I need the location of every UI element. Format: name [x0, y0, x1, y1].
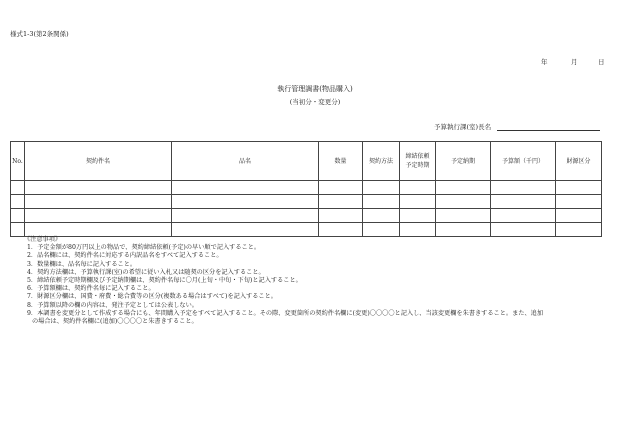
table-cell[interactable]: [11, 209, 25, 223]
notes-heading: 《注意事項》: [24, 236, 62, 243]
table-cell[interactable]: [436, 195, 491, 209]
note-item: 3．数量欄は、品名毎に記入すること。: [27, 260, 137, 268]
date-day: 日: [598, 58, 605, 66]
header-budget: 予算額（千円）: [491, 142, 556, 181]
note-item: 4．契約方法欄は、予算執行課(室)の希望に従い入札又は随契の区分を記入すること。: [27, 268, 265, 276]
header-contract-method: 契約方法: [363, 142, 400, 181]
department-head-label: 予算執行課(室)長名: [434, 123, 492, 131]
table-cell[interactable]: [363, 209, 400, 223]
note-item-continuation: の場合は、契約件名欄に(追加)〇〇〇〇と朱書きすること。: [32, 318, 198, 326]
table-row: [11, 223, 602, 237]
table-cell[interactable]: [319, 181, 363, 195]
header-funding-source: 財源区分: [556, 142, 602, 181]
table-cell[interactable]: [400, 195, 436, 209]
table-row: [11, 209, 602, 223]
table-cell[interactable]: [25, 195, 172, 209]
table-cell[interactable]: [556, 209, 602, 223]
table-cell[interactable]: [363, 195, 400, 209]
table-cell[interactable]: [172, 195, 319, 209]
table-row: [11, 181, 602, 195]
table-cell[interactable]: [172, 223, 319, 237]
table-row: [11, 195, 602, 209]
table-cell[interactable]: [556, 195, 602, 209]
form-number: 様式1-3(第2条関係): [10, 30, 69, 38]
table-cell[interactable]: [11, 195, 25, 209]
table-cell[interactable]: [25, 223, 172, 237]
table-cell[interactable]: [556, 181, 602, 195]
note-item: 8．予算額以降の欄の内容は、発注予定としては公表しない。: [27, 301, 198, 309]
table-cell[interactable]: [319, 195, 363, 209]
table-cell[interactable]: [491, 209, 556, 223]
date-year: 年: [541, 58, 548, 66]
table-cell[interactable]: [25, 209, 172, 223]
table-cell[interactable]: [172, 181, 319, 195]
note-item: 5．締結依頼予定時期欄及び予定納期欄は、契約件名毎に〇月(上旬・中旬・下旬)と記入すること。: [27, 277, 302, 285]
management-table: [10, 141, 602, 237]
table-cell[interactable]: [491, 223, 556, 237]
table-cell[interactable]: [319, 209, 363, 223]
document-title: 執行管理調書(物品購入): [277, 85, 353, 93]
table-header-row: [11, 142, 602, 181]
table-cell[interactable]: [436, 209, 491, 223]
table-cell[interactable]: [556, 223, 602, 237]
header-quantity: 数量: [319, 142, 363, 181]
note-item: 2．品名欄には、契約件名に対応する内訳品名をすべて記入すること。: [27, 252, 223, 260]
table-cell[interactable]: [436, 223, 491, 237]
table-cell[interactable]: [363, 181, 400, 195]
date-month: 月: [571, 58, 578, 66]
header-no: No.: [11, 142, 25, 181]
signature-line: [497, 130, 600, 131]
table-cell[interactable]: [11, 181, 25, 195]
table-cell[interactable]: [172, 209, 319, 223]
header-contract-name: 契約件名: [25, 142, 172, 181]
note-item: 6．予算額欄は、契約件名毎に記入すること。: [27, 285, 155, 293]
header-delivery-date: 予定納期: [436, 142, 491, 181]
note-item: 1．予定金額が80万円以上の物品で、契約締結依頼(予定)の早い順で記入すること。: [27, 244, 261, 252]
table-cell[interactable]: [400, 223, 436, 237]
header-request-timing: 締結依頼 予定時期: [400, 142, 436, 181]
table-cell[interactable]: [491, 195, 556, 209]
table-cell[interactable]: [400, 209, 436, 223]
header-item-name: 品名: [172, 142, 319, 181]
table-cell[interactable]: [11, 223, 25, 237]
note-item: 9．本調書を変更分として作成する場合にも、年間購入予定をすべて記入すること。その際、変更箇所の契約件名欄に(変更)〇〇〇〇と記入し、当該変更欄を朱書きすること。また、追加: [27, 309, 544, 317]
document-subtitle: (当初分・変更分): [289, 98, 341, 106]
table-cell[interactable]: [25, 181, 172, 195]
table-cell[interactable]: [319, 223, 363, 237]
table-cell[interactable]: [363, 223, 400, 237]
table-cell[interactable]: [436, 181, 491, 195]
note-item: 7．財源区分欄は、国費・府費・総合費等の区分(複数ある場合はすべて)を記入すること。: [27, 293, 277, 301]
notes-section: [24, 236, 627, 326]
table-cell[interactable]: [400, 181, 436, 195]
table-cell[interactable]: [491, 181, 556, 195]
